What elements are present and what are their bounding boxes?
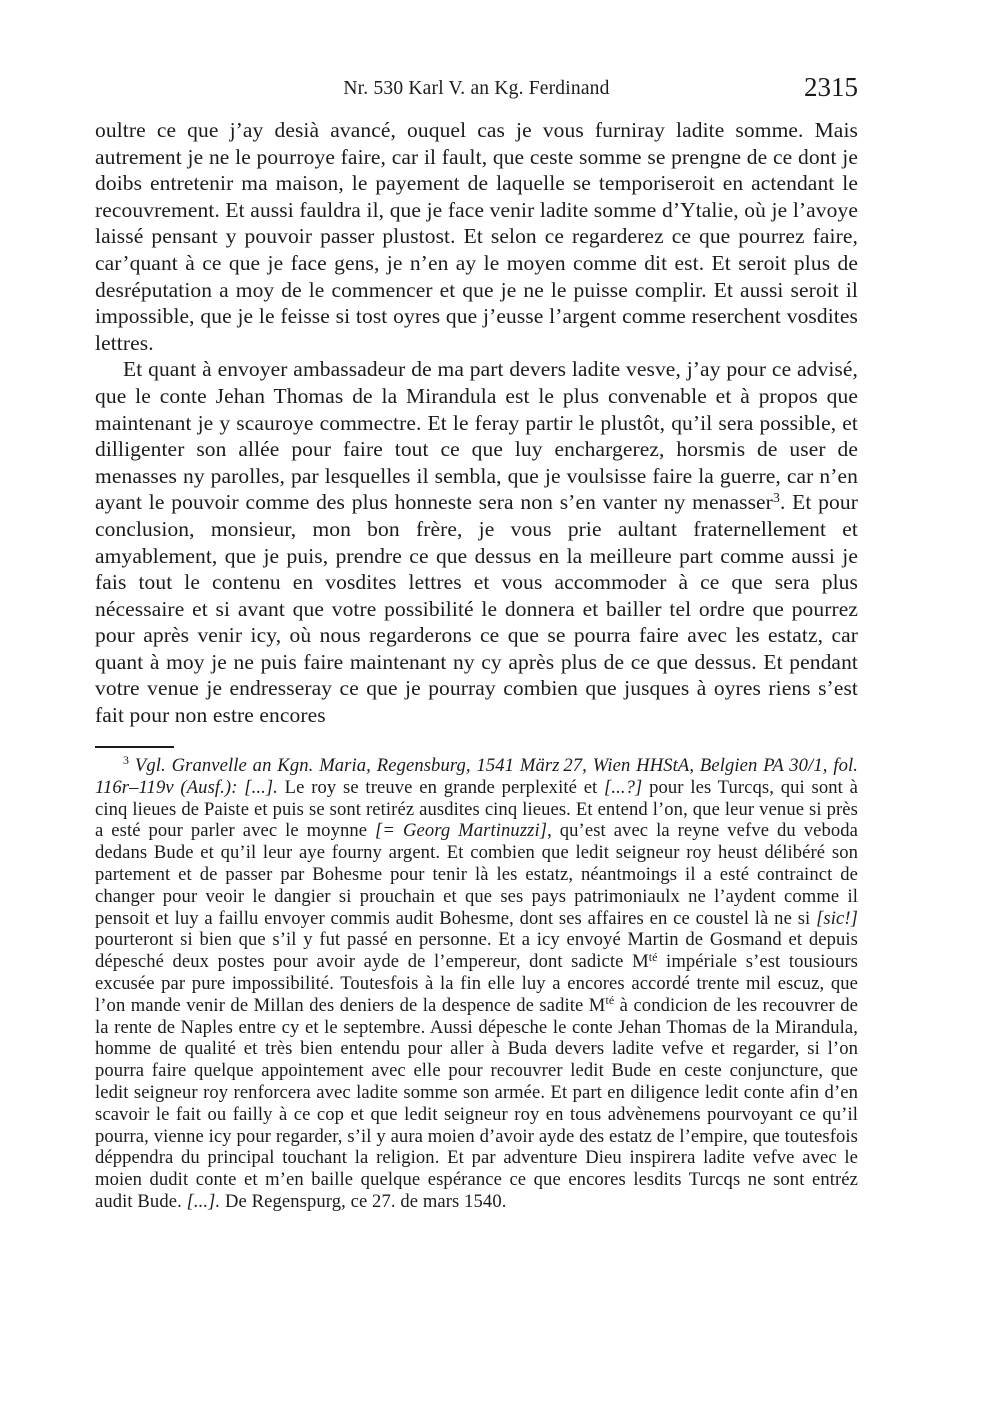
running-header bbox=[95, 72, 858, 106]
letter-body bbox=[95, 117, 858, 729]
text-segment: [= Georg Martinuzzi] bbox=[375, 820, 548, 842]
text-segment: impériale s’est tousiours excusée par pure impossibilité. Toutesfois à la fin elle luy a encores accordé trente mil escuz, que l’on mande venir de Millan des deniers de la despence de sadite M bbox=[95, 951, 858, 1016]
superscript-text: 3 bbox=[123, 753, 130, 768]
text-segment: . Et pour conclusion, monsieur, mon bon frère, je vous prie aultant fraternellement et amyablement, que je puis, prendre ce que dessus en la meilleure part comme aussi je fais tout le contenu en vosdites lettres et vous accommoder à ce que sera plus nécessaire et si avant que votre possibilité le donnera et bailler tel ordre que pourrez pour après venir icy, où nous regarderons ce que se pourra faire avec les estatz, car quant à moy je ne puis faire maintenant ny cy après plus de ce que dessus. Et pendant votre venue je endresseray ce que je pourray combien que jusques à oyres riens s’est fait pour non estre encores bbox=[95, 490, 858, 728]
body-paragraph-1 bbox=[95, 117, 858, 356]
footnote-3-text bbox=[95, 755, 858, 1213]
page-number: 2315 bbox=[804, 72, 858, 102]
superscript-text: 3 bbox=[772, 489, 780, 505]
text-segment: [sic!] bbox=[816, 907, 858, 929]
footnote-separator bbox=[95, 746, 174, 748]
text-segment: oultre ce que j’ay desià avancé, ouquel cas je vous furniray ladite somme. Mais autrement je ne le pourroye faire, car il fault, que ceste somme se prengne de ce dont je doibs entretenir ma maison, le payement de laquelle se temporiseroit en actendant le recouvrement. Et aussi fauldra il, que je face venir ladite somme d’Ytalie, où je l’avoye laissé pensant y pouvoir passer plustost. Et selon ce regarderez ce que pourrez faire, car’quant à ce que je face gens, je n’en ay le moyen comme dit est. Et seroit plus de desréputation a moy de le commencer et que je ne le puisse complir. Et aussi seroit il impossible, que je le feisse si tost oyres que j’eusse l’argent comme reserchent vosdites lettres. bbox=[95, 118, 858, 355]
body-paragraph-2 bbox=[95, 356, 858, 728]
text-segment: [...]. bbox=[186, 1190, 221, 1212]
text-segment: pour les Turcqs, qui sont à cinq lieues de Paiste et puis se sont retiréz ausdites cinq lieues. Et entend l’on, que leur venue si près a esté pour parler avec le moynne bbox=[95, 776, 858, 842]
text-segment: Vgl. Granvelle an Kgn. Maria, Regensburg, 1541 März 27, Wien HHStA, Belgien PA 30/1, fol. 116r–119v (Ausf.): [...]. bbox=[95, 755, 858, 798]
text-segment: Le roy se treuve en grande perplexité et bbox=[277, 776, 605, 798]
superscript-text: té bbox=[648, 949, 658, 964]
running-header-title: Nr. 530 Karl V. an Kg. Ferdinand bbox=[343, 78, 610, 99]
text-segment: , qu’est avec la reyne vefve du veboda dedans Bude et qu’il leur aye fourny argent. Et combien que ledit seigneur roy heust délibéré son partement et de passer par Bohesme pour tenir là les estatz, néantmoings il a esté contrainct de changer pour veoir le dangier si prouchain et que ses pays patrimoniaulx ne l’aydent comme il pensoit et luy a faillu envoyer commis audit Bohesme, dont ses affaires en ce coustel là ne si bbox=[95, 820, 858, 929]
text-segment: De Regenspurg, ce 27. de mars 1540. bbox=[220, 1190, 507, 1212]
text-segment: [...?] bbox=[604, 776, 643, 798]
text-segment: Et quant à envoyer ambassadeur de ma part devers ladite vesve, j’ay pour ce advisé, que le conte Jehan Thomas de la Mirandula est le plus convenable et à propos que maintenant je y scauroye commectre. Et le feray partir le plustôt, qu’il sera possible, et dilligenter son allée pour faire tout ce que luy enchargerez, horsmis de user de menasses ny parolles, par lesquelles il sembla, que je voulsisse faire la guerre, car n’en ayant le pouvoir comme des plus honneste sera non s’en vanter ny menasser bbox=[95, 357, 858, 515]
footnote-section bbox=[95, 755, 858, 1213]
text-segment: à condicion de les recouvrer de la rente de Naples entre cy et le septembre. Aussi dépesche le conte Jehan Thomas de la Mirandula, homme de qualité et très bien entendu pour aller à Buda devers ladite vefve et regarder, si l’on pourra faire quelque appointement avec elle pour recouvrer ledit Bude en ceste conjuncture, que ledit seigneur roy renforcera avec ladite somme son armée. Et part en diligence ledit conte afin d’en scavoir le fait ou failly à ce cop et que ledit seigneur roy en tous advènemens pourvoyant ce qu’il pourra, vienne icy pour regarder, s’il y aura moien d’avoir ayde des estatz de l’empire, que toutesfois déppendra du principal touchant la religion. Et par adventure Dieu inspirera ladite vefve avec le moien dudit conte et m’en baille quelque espérance ce que encores lesdits Turcqs ne sont entréz audit Bude. bbox=[95, 994, 858, 1212]
text-segment: pourteront si bien que s’il y fut passé en personne. Et a icy envoyé Martin de Gosmand et depuis dépesché deux postes pour avoir ayde de l’empereur, dont sadicte M bbox=[95, 929, 858, 973]
superscript-text: té bbox=[605, 993, 615, 1008]
